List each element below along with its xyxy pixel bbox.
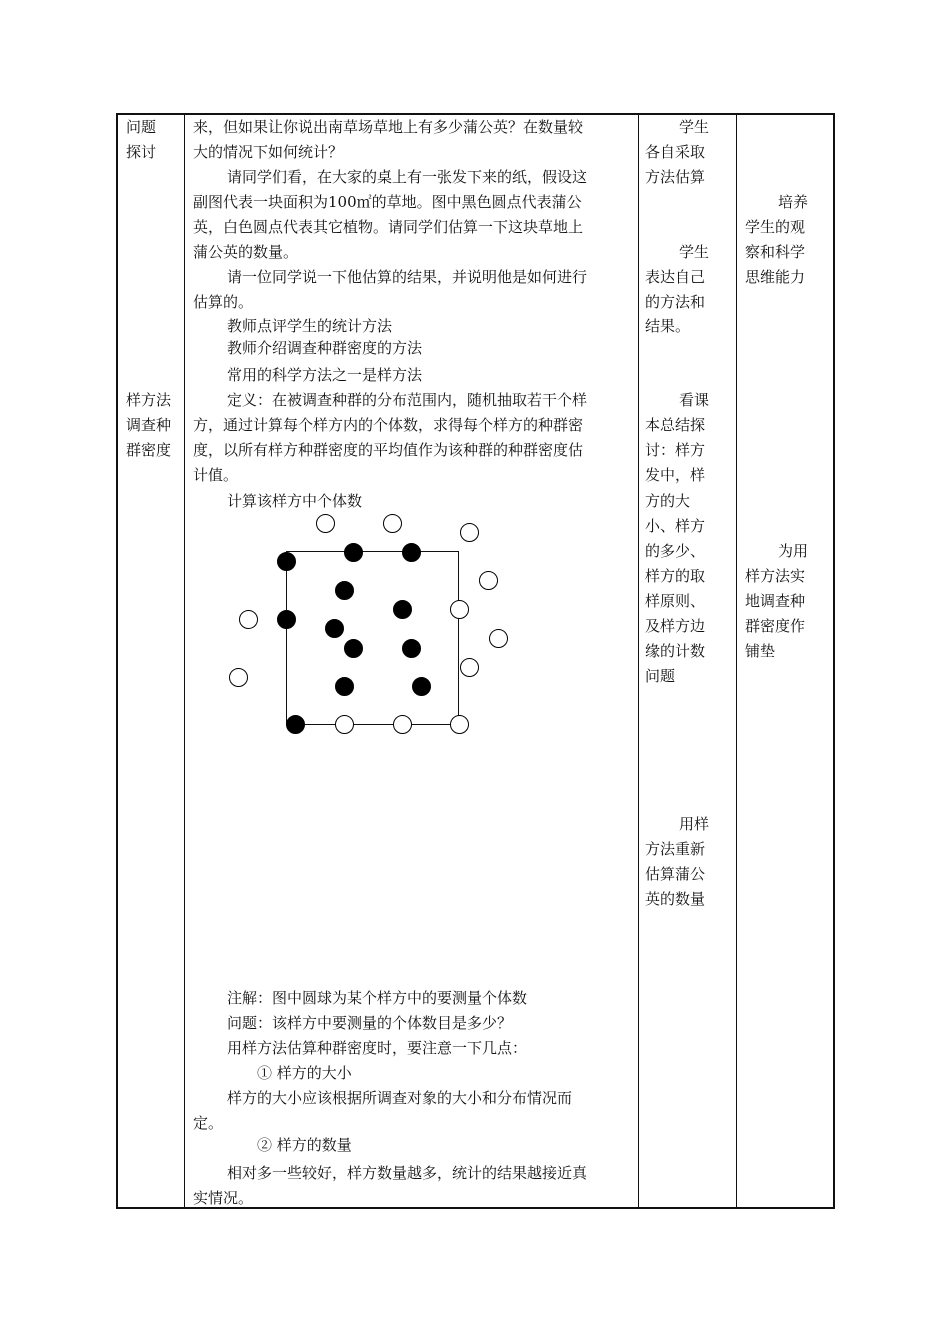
dandelion-dot-6	[277, 610, 296, 629]
student-activity-3-line2: 本总结探	[645, 416, 706, 434]
section-label-quadrat-line1: 样方法	[126, 391, 172, 409]
content-point2-title: ② 样方的数量	[257, 1136, 352, 1154]
dandelion-dot-3	[402, 543, 421, 562]
column-divider-2	[638, 115, 639, 1207]
dandelion-dot-9	[402, 639, 421, 658]
other-plant-dot-9	[229, 668, 248, 687]
content-question: 问题：该样方中要测量的个体数目是多少？	[227, 1014, 513, 1032]
dandelion-dot-5	[393, 600, 412, 619]
content-point1-line1: 样方的大小应该根据所调查对象的大小和分布情况而	[227, 1089, 573, 1107]
design-intent-1-line2: 学生的观	[745, 218, 806, 236]
content-method-heading: 常用的科学方法之一是样方法	[227, 366, 423, 384]
content-point1-title: ① 样方的大小	[257, 1064, 352, 1082]
content-point1-line2: 定。	[193, 1114, 224, 1132]
student-activity-1-line3: 方法估算	[645, 168, 706, 186]
design-intent-2-line2: 样方法实	[745, 567, 806, 585]
design-intent-1-line3: 察和科学	[745, 243, 806, 261]
content-definition-line3: 度，以所有样方种群密度的平均值作为该种群的种群密度估	[193, 441, 584, 459]
student-activity-2-line1: 学生	[679, 243, 710, 261]
other-plant-dot-4	[479, 571, 498, 590]
student-activity-3-line7: 的多少、	[645, 542, 706, 560]
student-activity-3-line6: 小、样方	[645, 517, 706, 535]
other-plant-dot-1	[316, 514, 335, 533]
content-definition-line4: 计值。	[193, 466, 239, 484]
content-note: 注解：图中圆球为某个样方中的要测量个体数	[227, 989, 528, 1007]
content-point2-line1: 相对多一些较好，样方数量越多，统计的结果越接近真	[227, 1164, 588, 1182]
other-plant-dot-8	[460, 658, 479, 677]
dandelion-dot-1	[277, 552, 296, 571]
other-plant-dot-11	[393, 715, 412, 734]
student-activity-3-line9: 样原则、	[645, 592, 706, 610]
other-plant-dot-10	[335, 715, 354, 734]
student-activity-2-line4: 结果。	[645, 317, 691, 335]
content-definition-line2: 方，通过计算每个样方内的个体数，求得每个样方的种群密	[193, 416, 584, 434]
student-activity-1-line2: 各自采取	[645, 143, 706, 161]
design-intent-2-line4: 群密度作	[745, 617, 806, 635]
other-plant-dot-3	[460, 523, 479, 542]
dandelion-dot-11	[412, 677, 431, 696]
other-plant-dot-7	[489, 629, 508, 648]
student-activity-4-line4: 英的数量	[645, 890, 706, 908]
design-intent-2-line1: 为用	[778, 542, 809, 560]
student-activity-4-line2: 方法重新	[645, 840, 706, 858]
content-p2-line1: 请同学们看，在大家的桌上有一张发下来的纸，假设这	[227, 168, 588, 186]
content-points-intro: 用样方法估算种群密度时，要注意一下几点：	[227, 1039, 528, 1057]
student-activity-3-line1: 看课	[679, 391, 710, 409]
content-p3-line2: 估算的。	[193, 293, 254, 311]
section-label-quadrat-line3: 群密度	[126, 441, 172, 459]
student-activity-2-line3: 的方法和	[645, 293, 706, 311]
content-p3-line1: 请一位同学说一下他估算的结果，并说明他是如何进行	[227, 268, 588, 286]
student-activity-1-line1: 学生	[679, 118, 710, 136]
student-activity-4-line1: 用样	[679, 815, 710, 833]
dandelion-dot-4	[335, 581, 354, 600]
column-divider-1	[184, 115, 185, 1207]
content-p2-line2: 副图代表一块面积为100㎡的草地。图中黑色圆点代表蒲公	[193, 193, 582, 211]
content-p1-line2: 大的情况下如何统计？	[193, 143, 344, 161]
other-plant-dot-2	[383, 514, 402, 533]
content-p2-line3: 英，白色圆点代表其它植物。请同学们估算一下这块草地上	[193, 218, 584, 236]
content-definition-line1: 定义：在被调查种群的分布范围内，随机抽取若干个样	[227, 391, 588, 409]
column-divider-3	[736, 115, 737, 1207]
student-activity-3-line3: 讨：样方	[645, 441, 706, 459]
student-activity-3-line5: 方的大	[645, 492, 691, 510]
student-activity-4-line3: 估算蒲公	[645, 865, 706, 883]
dandelion-dot-12	[286, 715, 305, 734]
content-p2-line4: 蒲公英的数量。	[193, 243, 299, 261]
design-intent-1-line4: 思维能力	[745, 268, 806, 286]
content-calc-prompt: 计算该样方中个体数	[227, 492, 363, 510]
content-point2-line2: 实情况。	[193, 1189, 254, 1207]
quadrat-square	[286, 551, 459, 725]
design-intent-2-line5: 铺垫	[745, 642, 776, 660]
section-label-problem-line1: 问题	[126, 118, 157, 136]
student-activity-2-line2: 表达自己	[645, 268, 706, 286]
dandelion-dot-7	[325, 619, 344, 638]
student-activity-3-line8: 样方的取	[645, 567, 706, 585]
section-label-problem-line2: 探讨	[126, 143, 157, 161]
dandelion-dot-10	[335, 677, 354, 696]
student-activity-3-line10: 及样方边	[645, 617, 706, 635]
other-plant-dot-12	[450, 715, 469, 734]
other-plant-dot-5	[239, 610, 258, 629]
design-intent-1-line1: 培养	[778, 193, 809, 211]
other-plant-dot-6	[450, 600, 469, 619]
section-label-quadrat-line2: 调查种	[126, 416, 172, 434]
dandelion-dot-8	[344, 639, 363, 658]
dandelion-dot-2	[344, 543, 363, 562]
content-teacher-comment: 教师点评学生的统计方法	[227, 317, 393, 335]
content-p1-line1: 来，但如果让你说出南草场草地上有多少蒲公英？在数量较	[193, 118, 584, 136]
student-activity-3-line11: 缘的计数	[645, 642, 706, 660]
student-activity-3-line4: 发中，样	[645, 466, 706, 484]
content-teacher-intro: 教师介绍调查种群密度的方法	[227, 339, 423, 357]
student-activity-3-line12: 问题	[645, 667, 676, 685]
design-intent-2-line3: 地调查种	[745, 592, 806, 610]
